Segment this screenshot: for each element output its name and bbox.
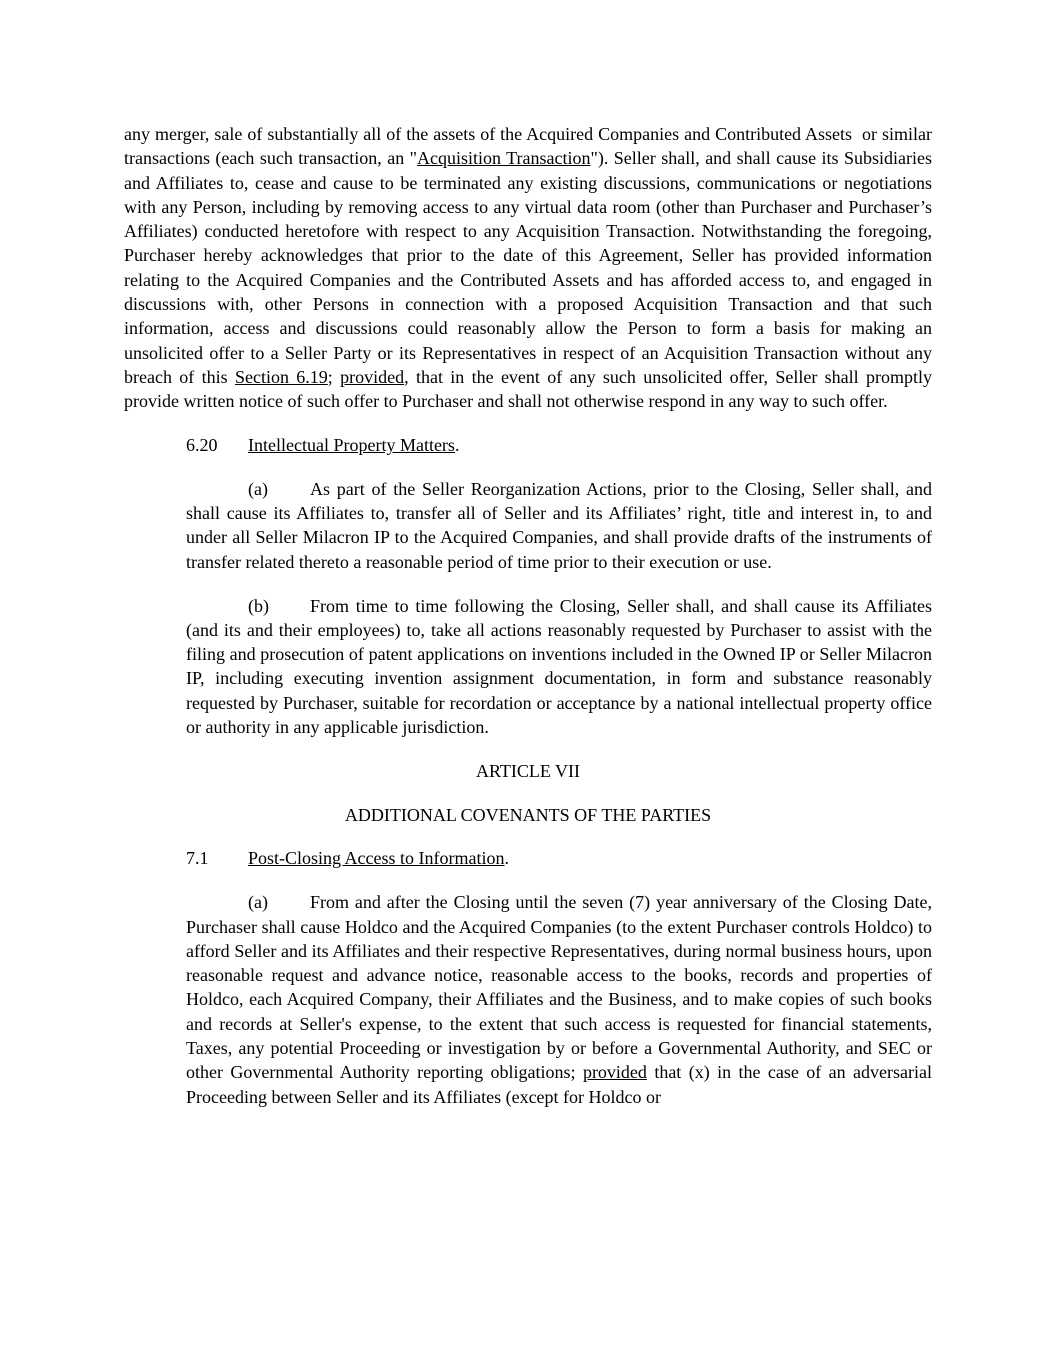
- underlined-term: provided: [582, 1062, 647, 1083]
- text-segment: .: [454, 435, 460, 456]
- section-number-label: 7.1: [186, 848, 209, 869]
- text-segment: ADDITIONAL COVENANTS OF THE PARTIES: [344, 804, 712, 825]
- text-segment: From and after the Closing until the seven (7) year anniversary of the Closing Date, Purchaser shall cause Holdco and the Acquired Companies (to the extent Purchaser controls Holdco) to afford Seller and its Affiliates and their respective Representatives, during normal business hours, upon reasonable request and advance notice, reasonable access to the books, records and properties of Holdco, each Acquired Company, their Affiliates and the Business, and to make copies of such books and records at Seller's expense, to the extent that such access is requested for financial statements, Taxes, any potential Proceeding or investigation by or before a Governmental Authority, and SEC or other Governmental Authority reporting obligations;: [186, 892, 932, 1083]
- underlined-term: Post-Closing Access to Information: [248, 848, 505, 869]
- paragraph-no-shop-continuation: [124, 122, 932, 414]
- section-number-label: (a): [248, 892, 268, 913]
- text-segment: .: [504, 848, 509, 869]
- text-segment: , that in the event of any such unsolicited offer, Seller shall promptly provide written notice of such offer to Purchaser and shall not otherwise respond in any way to such offer.: [124, 366, 932, 412]
- text-segment: As part of the Seller Reorganization Actions, prior to the Closing, Seller shall, and shall cause its Affiliates to, transfer all of Seller and its Affiliates’ right, title and interest in, to and under all Seller Milacron IP to the Acquired Companies, and shall provide drafts of the instruments of transfer related thereto a reasonable period of time prior to their execution or use.: [186, 478, 932, 572]
- paragraph-7-1-a: [186, 890, 932, 1109]
- paragraph-6-20-a: [186, 477, 932, 574]
- section-heading-6-20: [186, 433, 932, 457]
- text-segment: "). Seller shall, and shall cause its Subsidiaries and Affiliates to, cease and cause to be terminated any existing discussions, communications or negotiations with any Person, including by removing access to any virtual data room (other than Purchaser and Purchaser’s Affiliates) conducted heretofore with respect to any Acquisition Transaction. Notwithstanding the foregoing, Purchaser hereby acknowledges that prior to the date of this Agreement, Seller has provided information relating to the Acquired Companies and the Contributed Assets and has afforded access to, and engaged in discussions with, other Persons in connection with a proposed Acquisition Transaction and that such information, access and discussions could reasonably allow the Person to form a basis for making an unsolicited offer to a Seller Party or its Representatives in respect of an Acquisition Transaction without any breach of this: [124, 148, 932, 387]
- document-content: [124, 122, 932, 1109]
- text-segment: ;: [327, 366, 341, 387]
- text-segment: From time to time following the Closing, Seller shall, and shall cause its Affiliates (and its and their employees) to, take all actions reasonably requested by Purchaser to assist with the filing and prosecution of patent applications on inventions included in the Owned IP or Seller Milacron IP, including executing invention assignment documentation, in form and substance reasonably requested by Purchaser, suitable for recordation or acceptance by a national intellectual property office or authority in any applicable jurisdiction.: [186, 595, 932, 738]
- underlined-term: Section 6.19: [234, 366, 328, 387]
- section-heading-7-1: [186, 846, 932, 870]
- paragraph-6-20-b: [186, 594, 932, 740]
- text-segment: ARTICLE VII: [475, 760, 581, 781]
- section-number-label: 6.20: [186, 435, 218, 456]
- underlined-term: provided: [340, 366, 405, 387]
- article-subtitle: [124, 803, 932, 827]
- underlined-term: Intellectual Property Matters: [248, 435, 455, 456]
- article-heading: [124, 759, 932, 783]
- text-segment: any merger, sale of substantially all of the assets of the Acquired Companies and Contributed Assets or similar transactions (each such transaction, an ": [124, 124, 932, 169]
- section-number-label: (b): [248, 595, 269, 616]
- section-number-label: (a): [248, 478, 268, 499]
- text-segment: that (x) in the case of an adversarial Proceeding between Seller and its Affiliates (except for Holdco or: [186, 1062, 932, 1107]
- underlined-term: Acquisition Transaction: [417, 148, 591, 169]
